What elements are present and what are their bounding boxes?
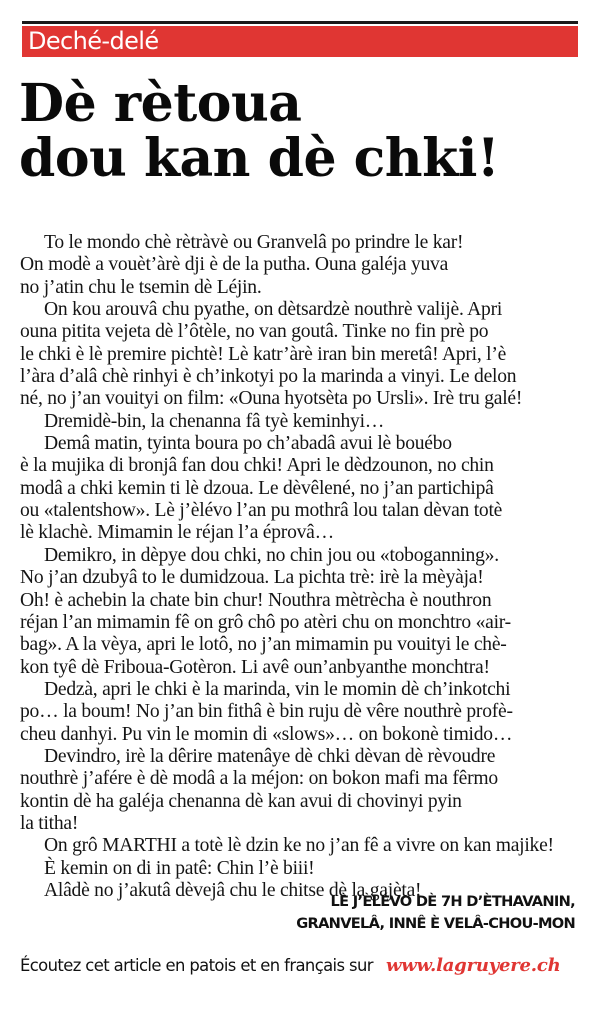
body-line: ou «talentshow». Lè j’èlévo l’an pu mothrâ lou talan dèvan totè	[20, 500, 503, 522]
headline-line: dou kan dè chki!	[19, 128, 500, 189]
body-line: Oh! è achebin la chate bin chur! Nouthra mètrècha è nouthron	[20, 589, 492, 611]
body-line: le chki è lè premire pichtè! Lè katr’àrè iran bin meretâ! Apri, l’è	[20, 343, 507, 365]
article-body	[20, 232, 590, 902]
audio-promo-footer	[20, 955, 580, 976]
body-line: Alâdè no j’akutâ dèvejâ chu le chitse dè la gajèta!	[44, 879, 422, 901]
body-line: no j’atin chu le tsemin dè Léjin.	[20, 276, 262, 298]
rubric-label: Deché-delé	[28, 27, 159, 55]
footer-text: Écoutez cet article en patois et en français sur	[20, 956, 373, 975]
website-link[interactable]: www.lagruyere.ch	[385, 955, 561, 976]
body-line: ouna pitita vejeta dè l’ôtèle, no van goutâ. Tinke no fin prè po	[20, 321, 489, 343]
body-line: To le mondo chè rètràvè ou Granvelâ po prindre le kar!	[44, 232, 464, 253]
body-line: po… la boum! No j’an bin fithâ è bin ruju dè vêre nouthrè profè-	[20, 701, 513, 723]
body-line: Devindro, irè la dêrire matenâye dè chki dèvan dè rèvoudre	[44, 745, 496, 767]
body-line: kon tyê dè Friboua-Gotèron. Li avê oun’anbyanthe monchtra!	[20, 656, 490, 678]
body-line: réjan l’an mimamin fê on grô chô po atèri chu on monchtro «air-	[20, 611, 511, 633]
body-line: l’àra d’alâ chè rinhyi è ch’inkotyi po la marinda a vinyi. Le delon	[20, 366, 517, 388]
body-line: la titha!	[20, 812, 79, 834]
body-line: On kou arouvâ chu pyathe, on dètsardzè nouthrè valijè. Apri	[44, 299, 503, 321]
article-signature	[296, 891, 575, 935]
headline-line: Dè rètoua	[19, 73, 302, 134]
body-line: né, no j’an vouityi on film: «Ouna hyotsèta po Ursli». Irè tru galé!	[20, 388, 523, 410]
rubric-top-rule	[22, 21, 578, 24]
article-headline	[19, 73, 599, 189]
body-line: Demâ matin, tyinta boura po ch’abadâ avui lè bouébo	[44, 433, 452, 455]
body-line: kontin dè ha galéja chenanna dè kan avui di chovinyi pyin	[20, 790, 462, 812]
body-line: lè klachè. Mimamin le réjan l’a éprovâ…	[20, 522, 334, 544]
body-line: No j’an dzubyâ to le dumidzoua. La pichta trè: irè la mèyàja!	[20, 567, 484, 589]
body-line: bag». A la vèya, apri le lotô, no j’an mimamin pu vouityi le chè-	[20, 634, 507, 656]
body-line: On modè a vouèt’àrè dji è de la putha. Ouna galéja yuva	[20, 254, 449, 276]
rubric-banner	[22, 26, 578, 57]
body-line: Demikro, in dèpye dou chki, no chin jou ou «toboganning».	[44, 544, 499, 566]
body-line: è la mujika di bronjâ fan dou chki! Apri le dèdzounon, no chin	[20, 455, 494, 477]
body-line: cheu danhyi. Pu vin le momin di «slows»… on bokonè timido…	[20, 723, 513, 745]
body-line: È kemin on di in patê: Chin l’è biii!	[44, 857, 315, 879]
body-line: modâ a chki kemin ti lè dzoua. Le dèvêlené, no j’an partichipâ	[20, 477, 494, 499]
signature-line: GRANVELÂ, INNÊ È VELÂ-CHOU-MON	[296, 915, 575, 932]
signature-line: LÈ J’ÈLÉVO DÈ 7H D’ÈTHAVANIN,	[330, 893, 575, 910]
body-line: nouthrè j’afére è dè modâ a la méjon: on bokon mafi ma fêrmo	[20, 768, 498, 790]
body-line: On grô MARTHI a totè lè dzin ke no j’an fê a vivre on kan majike!	[44, 835, 554, 857]
body-line: Dedzà, apri le chki è la marinda, vin le momin dè ch’inkotchi	[44, 678, 511, 700]
body-line: Dremidè-bin, la chenanna fâ tyè keminhyi…	[44, 410, 385, 432]
